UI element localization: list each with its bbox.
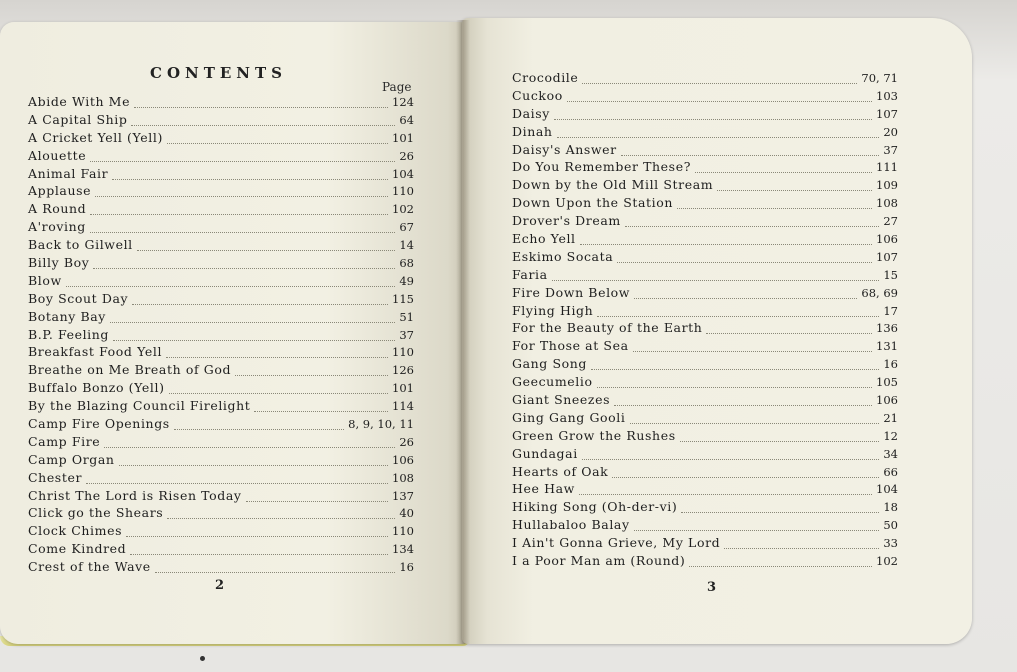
dot-leader [90,160,395,162]
toc-title: Ging Gang Gooli [512,409,626,425]
toc-title: Camp Organ [28,451,115,467]
toc-title: A Round [28,201,87,217]
toc-page: 26 [399,148,414,163]
page-number-left: 2 [215,578,225,593]
toc-title: Boy Scout Day [28,290,129,306]
toc-entry [512,320,898,338]
toc-entry [512,213,898,231]
toc-page: 126 [392,363,414,378]
contents-heading: CONTENTS [150,64,288,82]
toc-title: Abide With Me [28,94,131,109]
toc-entry [512,428,898,446]
toc-title: Camp Fire Openings [28,416,170,432]
toc-page: 102 [876,554,898,569]
dot-leader [633,350,872,352]
toc-entry [512,303,898,321]
toc-title: Daisy [512,105,550,121]
dot-leader [254,410,388,412]
toc-page: 67 [399,220,414,235]
toc-title: Clock Chimes [28,523,123,539]
toc-page: 27 [883,214,898,229]
dot-leader [634,297,857,299]
dot-leader [93,267,395,269]
dot-leader [155,571,396,573]
toc-title: Blow [28,272,62,288]
dot-leader [617,261,872,263]
toc-entry [512,535,898,553]
dot-leader [246,500,388,502]
toc-entry [28,291,414,309]
toc-entry [512,70,898,88]
toc-page: 104 [392,166,414,181]
toc-title: A Capital Ship [28,111,128,127]
dot-leader [174,428,344,430]
toc-title: I Ain't Gonna Grieve, My Lord [512,535,721,551]
book-gutter [456,20,470,644]
toc-entry [28,559,414,577]
dot-leader [134,106,388,108]
toc-page: 103 [876,88,898,103]
toc-entry [512,338,898,356]
dot-leader [597,386,872,388]
toc-page: 20 [883,124,898,139]
toc-entry [28,166,414,184]
toc-page: 51 [399,309,414,324]
toc-page: 14 [399,238,414,253]
toc-entry [28,344,414,362]
toc-title: Flying High [512,302,594,318]
toc-page: 101 [392,130,414,145]
toc-page: 105 [876,375,898,390]
toc-title: Do You Remember These? [512,159,691,175]
toc-title: B.P. Feeling [28,326,110,342]
dot-leader [110,321,395,323]
dot-leader [95,195,388,197]
toc-title: Camp Fire [28,433,101,449]
toc-entry [28,380,414,398]
toc-title: Drover's Dream [512,213,621,229]
toc-page: 107 [876,249,898,264]
dot-leader [90,231,395,233]
toc-title: I a Poor Man am (Round) [512,553,686,569]
toc-entry [28,309,414,327]
dot-leader [597,315,879,317]
toc-entry [28,219,414,237]
dot-leader [567,100,872,102]
toc-title: Hiking Song (Oh-der-vi) [512,499,678,515]
toc-page: 15 [883,267,898,282]
toc-entry [512,499,898,517]
toc-page: 131 [876,339,898,354]
toc-page: 106 [876,232,898,247]
toc-entry [512,267,898,285]
toc-page: 110 [392,345,414,360]
dot-leader [235,374,388,376]
toc-title: By the Blazing Council Firelight [28,398,251,414]
toc-page: 50 [883,518,898,533]
toc-title: Applause [28,183,92,199]
toc-title: Eskimo Socata [512,248,614,264]
toc-title: Breathe on Me Breath of God [28,362,232,378]
toc-entry [28,273,414,291]
toc-page: 66 [883,464,898,479]
toc-page: 8, 9, 10, 11 [348,417,414,432]
toc-page: 110 [392,524,414,539]
toc-page: 124 [392,95,414,109]
dot-leader [689,565,872,567]
toc-title: Gang Song [512,356,588,372]
toc-page: 33 [883,536,898,551]
dot-leader [614,404,872,406]
toc-entry [28,434,414,452]
toc-page: 37 [883,142,898,157]
toc-entry [28,183,414,201]
toc-page: 17 [883,303,898,318]
toc-title: Hullabaloo Balay [512,517,630,533]
toc-page: 64 [399,112,414,127]
toc-entry [512,159,898,177]
dot-leader [167,517,395,519]
dot-leader [695,171,872,173]
toc-entry [28,201,414,219]
toc-page: 26 [399,434,414,449]
toc-page: 37 [399,327,414,342]
toc-page: 18 [883,500,898,515]
toc-entry [28,94,414,112]
toc-title: Back to Gilwell [28,237,133,253]
dot-leader [113,339,395,341]
toc-entry [512,249,898,267]
toc-title: Giant Sneezes [512,392,611,408]
dot-leader [612,476,879,478]
dot-leader [126,535,388,537]
dot-leader [706,332,872,334]
dot-leader [90,213,388,215]
toc-title: Click go the Shears [28,505,164,521]
toc-entry [512,356,898,374]
toc-entry [512,410,898,428]
dot-leader [552,279,880,281]
dot-leader [131,124,395,126]
toc-title: Dinah [512,123,553,139]
toc-title: Faria [512,266,548,282]
dot-leader [167,142,388,144]
dot-leader [582,458,880,460]
toc-entry [512,142,898,160]
toc-title: Chester [28,469,83,485]
toc-title: Billy Boy [28,255,90,271]
dot-leader [554,118,872,120]
toc-title: Daisy's Answer [512,141,617,157]
toc-entry [512,88,898,106]
toc-page: 21 [883,410,898,425]
toc-page: 108 [876,196,898,211]
dot-leader [166,356,388,358]
dot-leader [119,464,388,466]
toc-page: 16 [399,560,414,575]
toc-entry [28,541,414,559]
dot-leader [582,82,857,84]
toc-entry [512,392,898,410]
toc-page: 137 [392,488,414,503]
toc-title: Hee Haw [512,481,575,497]
toc-page: 115 [392,291,414,306]
toc-page: 111 [876,160,898,175]
toc-title: Green Grow the Rushes [512,427,676,443]
toc-entry [512,446,898,464]
toc-page: 68 [399,256,414,271]
toc-title: Buffalo Bonzo (Yell) [28,380,165,396]
dot-leader [630,422,880,424]
toc-page: 70, 71 [861,71,898,85]
toc-page: 16 [883,357,898,372]
dot-leader [579,493,872,495]
dot-leader [680,440,880,442]
toc-entry [28,130,414,148]
toc-entry [28,398,414,416]
toc-entry [512,106,898,124]
toc-page: 106 [876,393,898,408]
toc-entry [28,505,414,523]
dot-leader [621,154,880,156]
ink-speck [200,656,205,661]
toc-entry [512,464,898,482]
toc-page: 68, 69 [861,285,898,300]
toc-title: For Those at Sea [512,338,629,354]
toc-title: Down by the Old Mill Stream [512,177,714,193]
toc-entry [512,374,898,392]
toc-entry [512,481,898,499]
page-column-label: Page [382,80,412,94]
toc-entry [512,231,898,249]
toc-title: Gundagai [512,445,578,461]
toc-title: Down Upon the Station [512,195,674,211]
toc-page: 109 [876,178,898,193]
toc-page: 107 [876,106,898,121]
toc-page: 134 [392,542,414,557]
dot-leader [677,207,872,209]
dot-leader [591,368,879,370]
dot-leader [625,225,879,227]
toc-entry [28,488,414,506]
toc-title: Botany Bay [28,308,106,324]
toc-entry [28,523,414,541]
toc-page: 136 [876,321,898,336]
toc-title: Crest of the Wave [28,559,151,575]
toc-entry [28,327,414,345]
toc-title: Come Kindred [28,541,127,557]
toc-title: Cuckoo [512,87,563,103]
toc-page: 12 [883,428,898,443]
dot-leader [86,482,388,484]
toc-title: A Cricket Yell (Yell) [28,129,163,145]
dot-leader [169,392,388,394]
toc-title: Fire Down Below [512,284,631,300]
toc-title: Hearts of Oak [512,463,609,479]
toc-entry [512,553,898,571]
toc-title: For the Beauty of the Earth [512,320,703,336]
toc-page: 104 [876,482,898,497]
toc-entry [28,255,414,273]
toc-title: Alouette [28,147,87,163]
toc-page: 34 [883,446,898,461]
toc-entry [512,195,898,213]
dot-leader [557,136,880,138]
toc-title: Geecumelio [512,374,593,390]
toc-entry [512,177,898,195]
toc-entry [512,517,898,535]
dot-leader [634,529,880,531]
dot-leader [104,446,395,448]
toc-entry [28,362,414,380]
toc-entry [28,452,414,470]
toc-page: 101 [392,381,414,396]
toc-title: Echo Yell [512,231,576,247]
toc-entry [28,148,414,166]
toc-entry [28,416,414,434]
toc-page: 110 [392,184,414,199]
toc-list-right [512,70,898,571]
toc-page: 114 [392,399,414,414]
toc-title: Christ The Lord is Risen Today [28,487,242,503]
toc-page: 106 [392,452,414,467]
toc-title: Animal Fair [28,165,109,181]
toc-title: Crocodile [512,70,579,85]
dot-leader [132,303,388,305]
toc-title: Breakfast Food Yell [28,344,163,360]
dot-leader [717,189,872,191]
toc-page: 40 [399,506,414,521]
dot-leader [66,285,396,287]
dot-leader [130,553,388,555]
toc-title: A'roving [28,219,86,235]
toc-entry [28,470,414,488]
toc-page: 102 [392,202,414,217]
toc-entry [28,237,414,255]
dot-leader [724,547,879,549]
dot-leader [580,243,872,245]
dot-leader [112,178,388,180]
dot-leader [137,249,396,251]
toc-entry [512,124,898,142]
dot-leader [681,511,879,513]
toc-list-left [28,94,414,577]
toc-page: 108 [392,470,414,485]
toc-entry [28,112,414,130]
page-number-right: 3 [707,580,717,595]
toc-page: 49 [399,273,414,288]
toc-entry [512,285,898,303]
